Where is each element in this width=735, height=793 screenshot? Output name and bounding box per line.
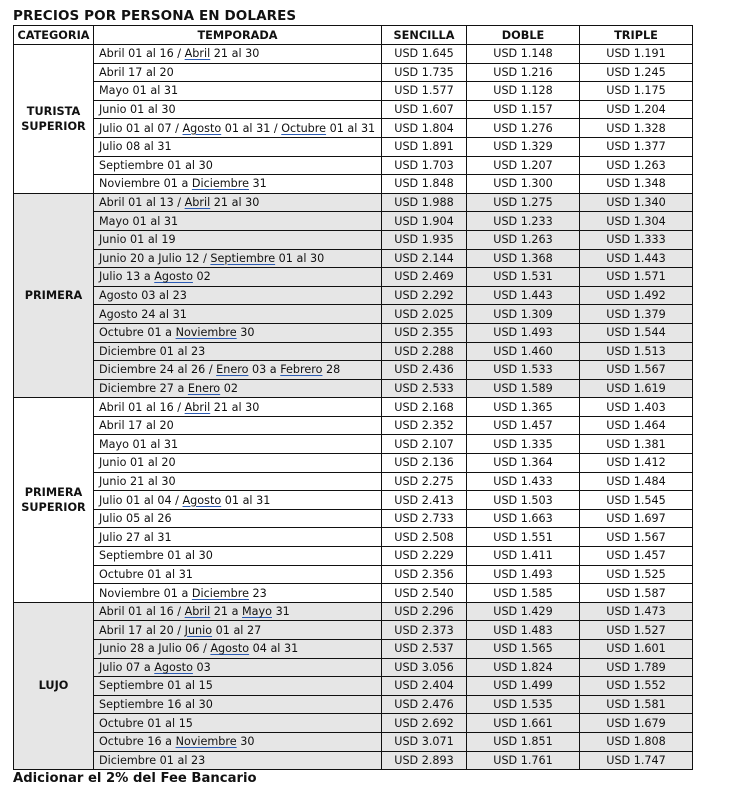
price-sencilla-cell: USD 2.469 [382,268,467,287]
price-sencilla-cell: USD 2.356 [382,565,467,584]
table-row [14,249,693,268]
table-row [14,63,693,82]
table-row [14,640,693,659]
price-triple-cell: USD 1.567 [580,361,693,380]
season-cell: Agosto 03 al 23 [94,286,382,305]
table-row [14,416,693,435]
price-sencilla-cell: USD 2.413 [382,491,467,510]
table-row [14,156,693,175]
price-sencilla-cell: USD 2.275 [382,472,467,491]
price-sencilla-cell: USD 2.537 [382,640,467,659]
price-triple-cell: USD 1.544 [580,323,693,342]
price-triple-cell: USD 1.601 [580,640,693,659]
price-doble-cell: USD 1.157 [467,100,580,119]
price-triple-cell: USD 1.525 [580,565,693,584]
column-header-doble: DOBLE [467,26,580,45]
price-triple-cell: USD 1.545 [580,491,693,510]
table-row [14,584,693,603]
season-cell: Diciembre 27 a Enero 02 [94,379,382,398]
price-doble-cell: USD 1.368 [467,249,580,268]
price-triple-cell: USD 1.473 [580,602,693,621]
table-row [14,509,693,528]
price-sencilla-cell: USD 1.577 [382,82,467,101]
price-doble-cell: USD 1.309 [467,305,580,324]
price-doble-cell: USD 1.276 [467,119,580,138]
price-triple-cell: USD 1.697 [580,509,693,528]
season-cell: Junio 01 al 19 [94,230,382,249]
season-cell: Julio 05 al 26 [94,509,382,528]
price-doble-cell: USD 1.585 [467,584,580,603]
table-body [14,45,693,770]
table-row [14,658,693,677]
price-sencilla-cell: USD 2.692 [382,714,467,733]
price-sencilla-cell: USD 2.533 [382,379,467,398]
season-cell: Abril 01 al 16 / Abril 21 al 30 [94,45,382,64]
price-doble-cell: USD 1.433 [467,472,580,491]
price-sencilla-cell: USD 3.056 [382,658,467,677]
price-sencilla-cell: USD 2.476 [382,695,467,714]
price-triple-cell: USD 1.567 [580,528,693,547]
season-cell: Julio 13 a Agosto 02 [94,268,382,287]
price-triple-cell: USD 1.552 [580,677,693,696]
price-doble-cell: USD 1.761 [467,751,580,770]
season-cell: Agosto 24 al 31 [94,305,382,324]
price-sencilla-cell: USD 1.848 [382,175,467,194]
price-triple-cell: USD 1.304 [580,212,693,231]
price-sencilla-cell: USD 2.436 [382,361,467,380]
season-cell: Abril 01 al 13 / Abril 21 al 30 [94,193,382,212]
season-cell: Junio 28 a Julio 06 / Agosto 04 al 31 [94,640,382,659]
table-row [14,323,693,342]
price-sencilla-cell: USD 2.292 [382,286,467,305]
price-triple-cell: USD 1.789 [580,658,693,677]
price-doble-cell: USD 1.663 [467,509,580,528]
price-doble-cell: USD 1.365 [467,398,580,417]
season-cell: Noviembre 01 a Diciembre 23 [94,584,382,603]
table-row [14,342,693,361]
column-header-categoria: CATEGORIA [14,26,94,45]
price-triple-cell: USD 1.379 [580,305,693,324]
price-triple-cell: USD 1.808 [580,732,693,751]
price-sencilla-cell: USD 2.355 [382,323,467,342]
category-cell: TURISTA SUPERIOR [14,45,94,194]
price-triple-cell: USD 1.340 [580,193,693,212]
season-cell: Diciembre 24 al 26 / Enero 03 a Febrero 28 [94,361,382,380]
footer-note: Adicionar el 2% del Fee Bancario [13,771,257,786]
price-doble-cell: USD 1.533 [467,361,580,380]
table-row [14,751,693,770]
price-sencilla-cell: USD 2.136 [382,454,467,473]
price-doble-cell: USD 1.148 [467,45,580,64]
price-doble-cell: USD 1.535 [467,695,580,714]
season-cell: Junio 21 al 30 [94,472,382,491]
price-triple-cell: USD 1.619 [580,379,693,398]
price-sencilla-cell: USD 2.352 [382,416,467,435]
price-sencilla-cell: USD 2.296 [382,602,467,621]
season-cell: Abril 01 al 16 / Abril 21 al 30 [94,398,382,417]
table-row [14,305,693,324]
table-row [14,491,693,510]
season-cell: Abril 01 al 16 / Abril 21 a Mayo 31 [94,602,382,621]
price-doble-cell: USD 1.207 [467,156,580,175]
price-doble-cell: USD 1.661 [467,714,580,733]
price-triple-cell: USD 1.443 [580,249,693,268]
price-doble-cell: USD 1.300 [467,175,580,194]
price-triple-cell: USD 1.747 [580,751,693,770]
price-sencilla-cell: USD 2.373 [382,621,467,640]
season-cell: Octubre 01 al 31 [94,565,382,584]
price-triple-cell: USD 1.245 [580,63,693,82]
table-row [14,230,693,249]
season-cell: Mayo 01 al 31 [94,435,382,454]
table-row [14,268,693,287]
table-row [14,212,693,231]
price-triple-cell: USD 1.457 [580,547,693,566]
season-cell: Junio 20 a Julio 12 / Septiembre 01 al 30 [94,249,382,268]
table-row [14,732,693,751]
column-header-triple: TRIPLE [580,26,693,45]
season-cell: Septiembre 01 al 30 [94,156,382,175]
season-cell: Abril 17 al 20 / Junio 01 al 27 [94,621,382,640]
price-sencilla-cell: USD 1.703 [382,156,467,175]
price-triple-cell: USD 1.581 [580,695,693,714]
table-row [14,175,693,194]
table-row [14,100,693,119]
price-sencilla-cell: USD 1.645 [382,45,467,64]
table-row [14,379,693,398]
price-doble-cell: USD 1.457 [467,416,580,435]
column-header-sencilla: SENCILLA [382,26,467,45]
price-doble-cell: USD 1.824 [467,658,580,677]
price-doble-cell: USD 1.364 [467,454,580,473]
season-cell: Junio 01 al 20 [94,454,382,473]
season-cell: Julio 01 al 07 / Agosto 01 al 31 / Octubre 01 al 31 [94,119,382,138]
season-cell: Abril 17 al 20 [94,416,382,435]
price-doble-cell: USD 1.503 [467,491,580,510]
season-cell: Diciembre 01 al 23 [94,751,382,770]
price-sencilla-cell: USD 1.891 [382,137,467,156]
price-doble-cell: USD 1.551 [467,528,580,547]
table-row [14,286,693,305]
table-row [14,565,693,584]
table-row [14,193,693,212]
table-row [14,398,693,417]
price-doble-cell: USD 1.493 [467,565,580,584]
table-row [14,547,693,566]
price-sencilla-cell: USD 2.288 [382,342,467,361]
price-sencilla-cell: USD 1.988 [382,193,467,212]
price-sencilla-cell: USD 2.893 [382,751,467,770]
price-sencilla-cell: USD 2.107 [382,435,467,454]
season-cell: Septiembre 01 al 30 [94,547,382,566]
table-row [14,435,693,454]
season-cell: Diciembre 01 al 23 [94,342,382,361]
price-triple-cell: USD 1.328 [580,119,693,138]
price-triple-cell: USD 1.263 [580,156,693,175]
table-row [14,454,693,473]
price-doble-cell: USD 1.493 [467,323,580,342]
price-doble-cell: USD 1.443 [467,286,580,305]
table-row [14,677,693,696]
price-triple-cell: USD 1.403 [580,398,693,417]
season-cell: Julio 08 al 31 [94,137,382,156]
price-table [13,25,693,770]
price-triple-cell: USD 1.571 [580,268,693,287]
price-sencilla-cell: USD 1.607 [382,100,467,119]
page-title: PRECIOS POR PERSONA EN DOLARES [13,8,297,24]
price-sencilla-cell: USD 2.404 [382,677,467,696]
price-doble-cell: USD 1.499 [467,677,580,696]
price-doble-cell: USD 1.565 [467,640,580,659]
price-triple-cell: USD 1.484 [580,472,693,491]
price-doble-cell: USD 1.429 [467,602,580,621]
table-row [14,361,693,380]
table-row [14,45,693,64]
price-sencilla-cell: USD 2.025 [382,305,467,324]
price-triple-cell: USD 1.377 [580,137,693,156]
price-doble-cell: USD 1.128 [467,82,580,101]
price-triple-cell: USD 1.348 [580,175,693,194]
price-doble-cell: USD 1.263 [467,230,580,249]
price-doble-cell: USD 1.411 [467,547,580,566]
price-sencilla-cell: USD 2.168 [382,398,467,417]
table-row [14,119,693,138]
table-row [14,695,693,714]
price-doble-cell: USD 1.233 [467,212,580,231]
price-sencilla-cell: USD 1.904 [382,212,467,231]
season-cell: Octubre 16 a Noviembre 30 [94,732,382,751]
price-sencilla-cell: USD 1.735 [382,63,467,82]
price-triple-cell: USD 1.191 [580,45,693,64]
price-triple-cell: USD 1.333 [580,230,693,249]
season-cell: Mayo 01 al 31 [94,82,382,101]
season-cell: Septiembre 16 al 30 [94,695,382,714]
season-cell: Septiembre 01 al 15 [94,677,382,696]
price-triple-cell: USD 1.204 [580,100,693,119]
price-sencilla-cell: USD 2.508 [382,528,467,547]
season-cell: Julio 07 a Agosto 03 [94,658,382,677]
table-row [14,528,693,547]
table-row [14,621,693,640]
season-cell: Mayo 01 al 31 [94,212,382,231]
price-doble-cell: USD 1.329 [467,137,580,156]
season-cell: Octubre 01 a Noviembre 30 [94,323,382,342]
price-doble-cell: USD 1.589 [467,379,580,398]
price-triple-cell: USD 1.464 [580,416,693,435]
category-cell: PRIMERA SUPERIOR [14,398,94,603]
table-row [14,602,693,621]
season-cell: Noviembre 01 a Diciembre 31 [94,175,382,194]
price-sencilla-cell: USD 2.144 [382,249,467,268]
season-cell: Junio 01 al 30 [94,100,382,119]
price-sencilla-cell: USD 2.733 [382,509,467,528]
table-header-row [14,26,693,45]
table-row [14,137,693,156]
price-sencilla-cell: USD 3.071 [382,732,467,751]
price-triple-cell: USD 1.492 [580,286,693,305]
price-doble-cell: USD 1.483 [467,621,580,640]
price-sencilla-cell: USD 1.804 [382,119,467,138]
table-row [14,714,693,733]
price-doble-cell: USD 1.460 [467,342,580,361]
price-triple-cell: USD 1.679 [580,714,693,733]
price-sencilla-cell: USD 2.540 [382,584,467,603]
price-doble-cell: USD 1.335 [467,435,580,454]
table-row [14,82,693,101]
price-sencilla-cell: USD 2.229 [382,547,467,566]
price-sencilla-cell: USD 1.935 [382,230,467,249]
price-triple-cell: USD 1.587 [580,584,693,603]
category-cell: LUJO [14,602,94,769]
season-cell: Abril 17 al 20 [94,63,382,82]
price-doble-cell: USD 1.216 [467,63,580,82]
price-triple-cell: USD 1.527 [580,621,693,640]
price-triple-cell: USD 1.175 [580,82,693,101]
season-cell: Julio 01 al 04 / Agosto 01 al 31 [94,491,382,510]
table-row [14,472,693,491]
category-cell: PRIMERA [14,193,94,398]
column-header-temporada: TEMPORADA [94,26,382,45]
season-cell: Julio 27 al 31 [94,528,382,547]
price-doble-cell: USD 1.275 [467,193,580,212]
price-triple-cell: USD 1.381 [580,435,693,454]
price-triple-cell: USD 1.412 [580,454,693,473]
price-doble-cell: USD 1.851 [467,732,580,751]
season-cell: Octubre 01 al 15 [94,714,382,733]
price-doble-cell: USD 1.531 [467,268,580,287]
price-triple-cell: USD 1.513 [580,342,693,361]
